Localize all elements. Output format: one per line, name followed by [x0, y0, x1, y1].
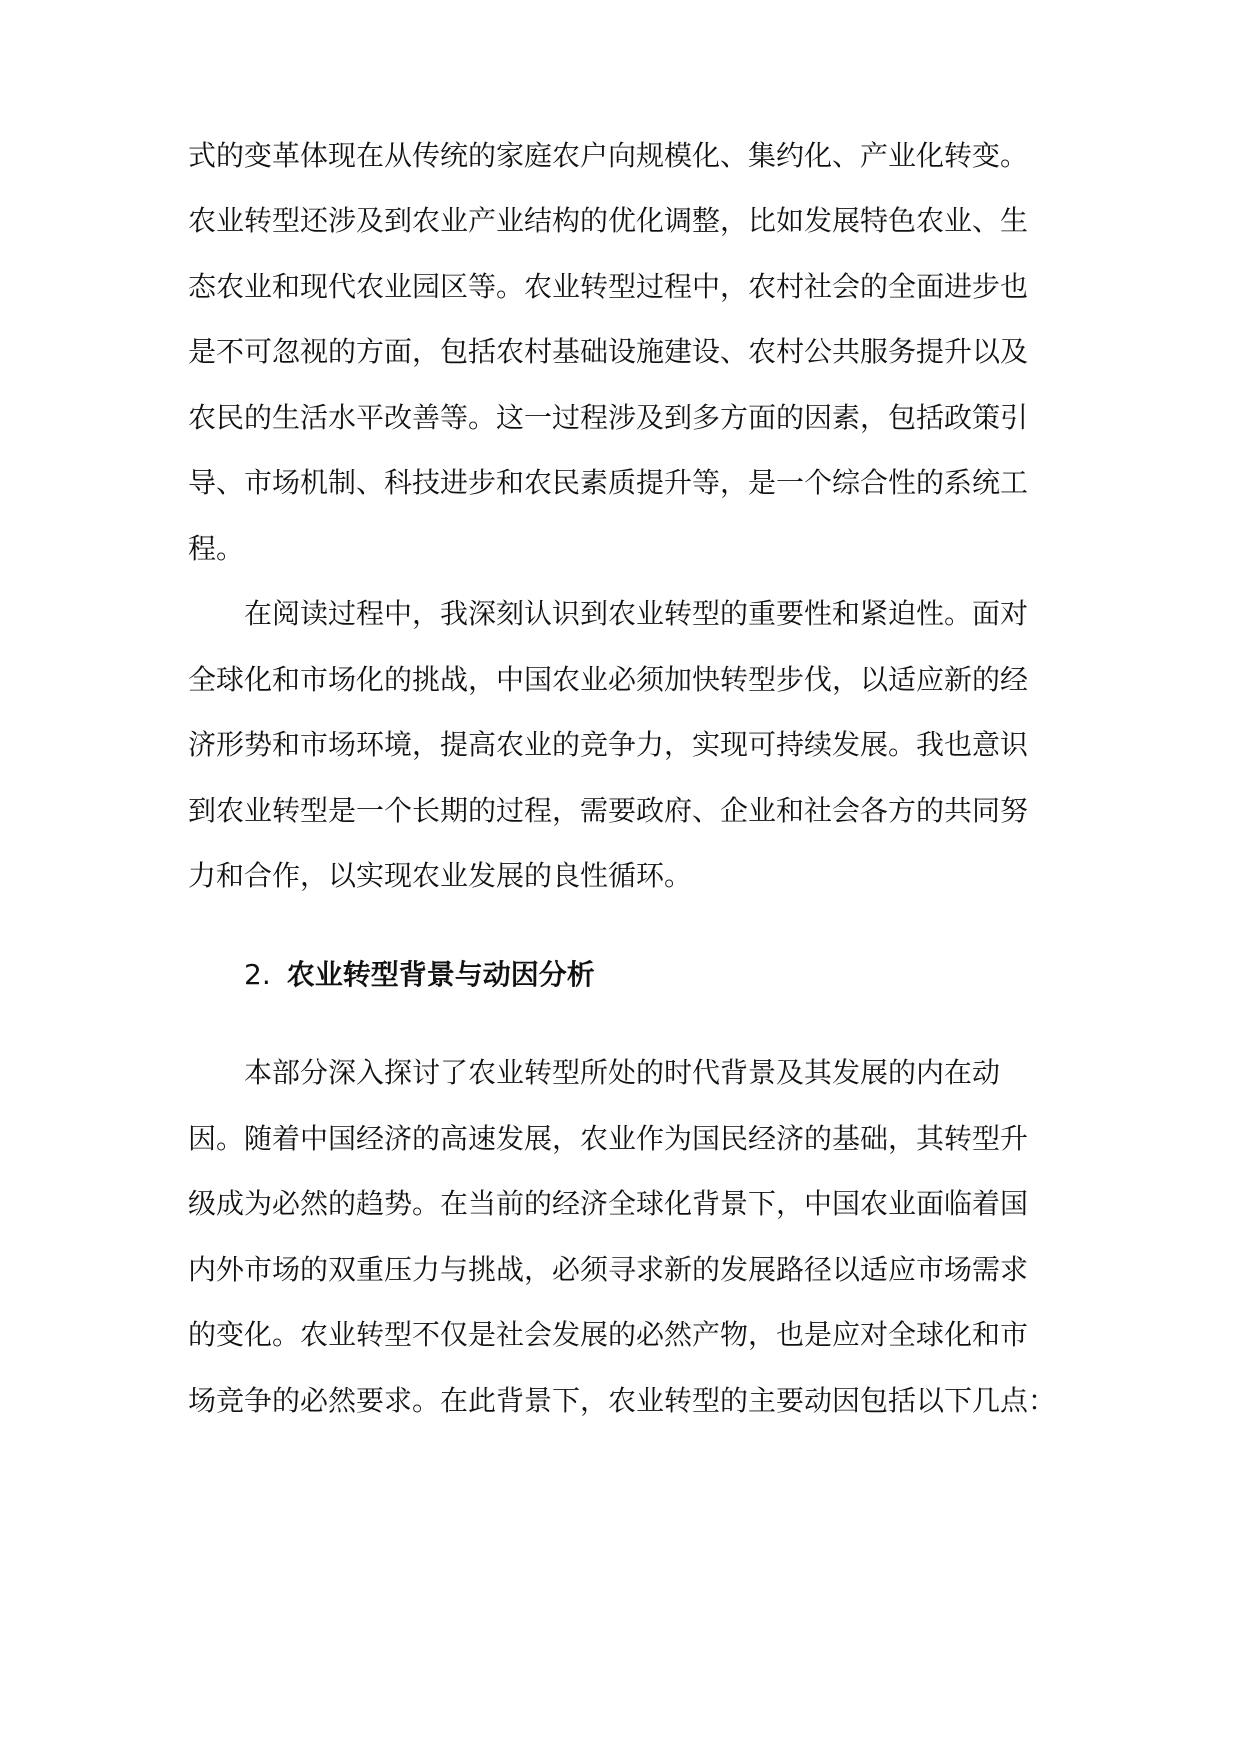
paragraph-line: 是不可忽视的方面，包括农村基础设施建设、农村公共服务提升以及	[188, 335, 1029, 368]
paragraph-line: 在阅读过程中，我深刻认识到农业转型的重要性和紧迫性。面对	[244, 597, 1029, 630]
section-title: 农业转型背景与动因分析	[286, 958, 595, 991]
paragraph-line: 导、市场机制、科技进步和农民素质提升等，是一个综合性的系统工	[188, 466, 1029, 499]
paragraph-line: 全球化和市场化的挑战，中国农业必须加快转型步伐，以适应新的经	[188, 663, 1029, 696]
section-heading	[244, 955, 595, 995]
paragraph-line: 到农业转型是一个长期的过程，需要政府、企业和社会各方的共同努	[188, 794, 1029, 827]
paragraph-line: 本部分深入探讨了农业转型所处的时代背景及其发展的内在动	[244, 1056, 1001, 1089]
paragraph-line: 的变化。农业转型不仅是社会发展的必然产物，也是应对全球化和市	[188, 1318, 1029, 1351]
paragraph-line: 农业转型还涉及到农业产业结构的优化调整，比如发展特色农业、生	[188, 204, 1029, 237]
paragraph-line: 程。	[188, 532, 245, 565]
paragraph-line: 农民的生活水平改善等。这一过程涉及到多方面的因素，包括政策引	[188, 401, 1029, 434]
paragraph-line: 济形势和市场环境，提高农业的竞争力，实现可持续发展。我也意识	[188, 728, 1029, 761]
paragraph-line: 力和合作，以实现农业发展的良性循环。	[188, 859, 693, 892]
paragraph-line: 场竞争的必然要求。在此背景下，农业转型的主要动因包括以下几点：	[188, 1384, 1057, 1417]
paragraph-line: 内外市场的双重压力与挑战，必须寻求新的发展路径以适应市场需求	[188, 1253, 1029, 1286]
paragraph-line: 因。随着中国经济的高速发展，农业作为国民经济的基础，其转型升	[188, 1122, 1029, 1155]
section-number: 2.	[244, 958, 271, 991]
paragraph-line: 式的变革体现在从传统的家庭农户向规模化、集约化、产业化转变。	[188, 139, 1029, 172]
paragraph-line: 级成为必然的趋势。在当前的经济全球化背景下，中国农业面临着国	[188, 1187, 1029, 1220]
paragraph-line: 态农业和现代农业园区等。农业转型过程中，农村社会的全面进步也	[188, 270, 1029, 303]
